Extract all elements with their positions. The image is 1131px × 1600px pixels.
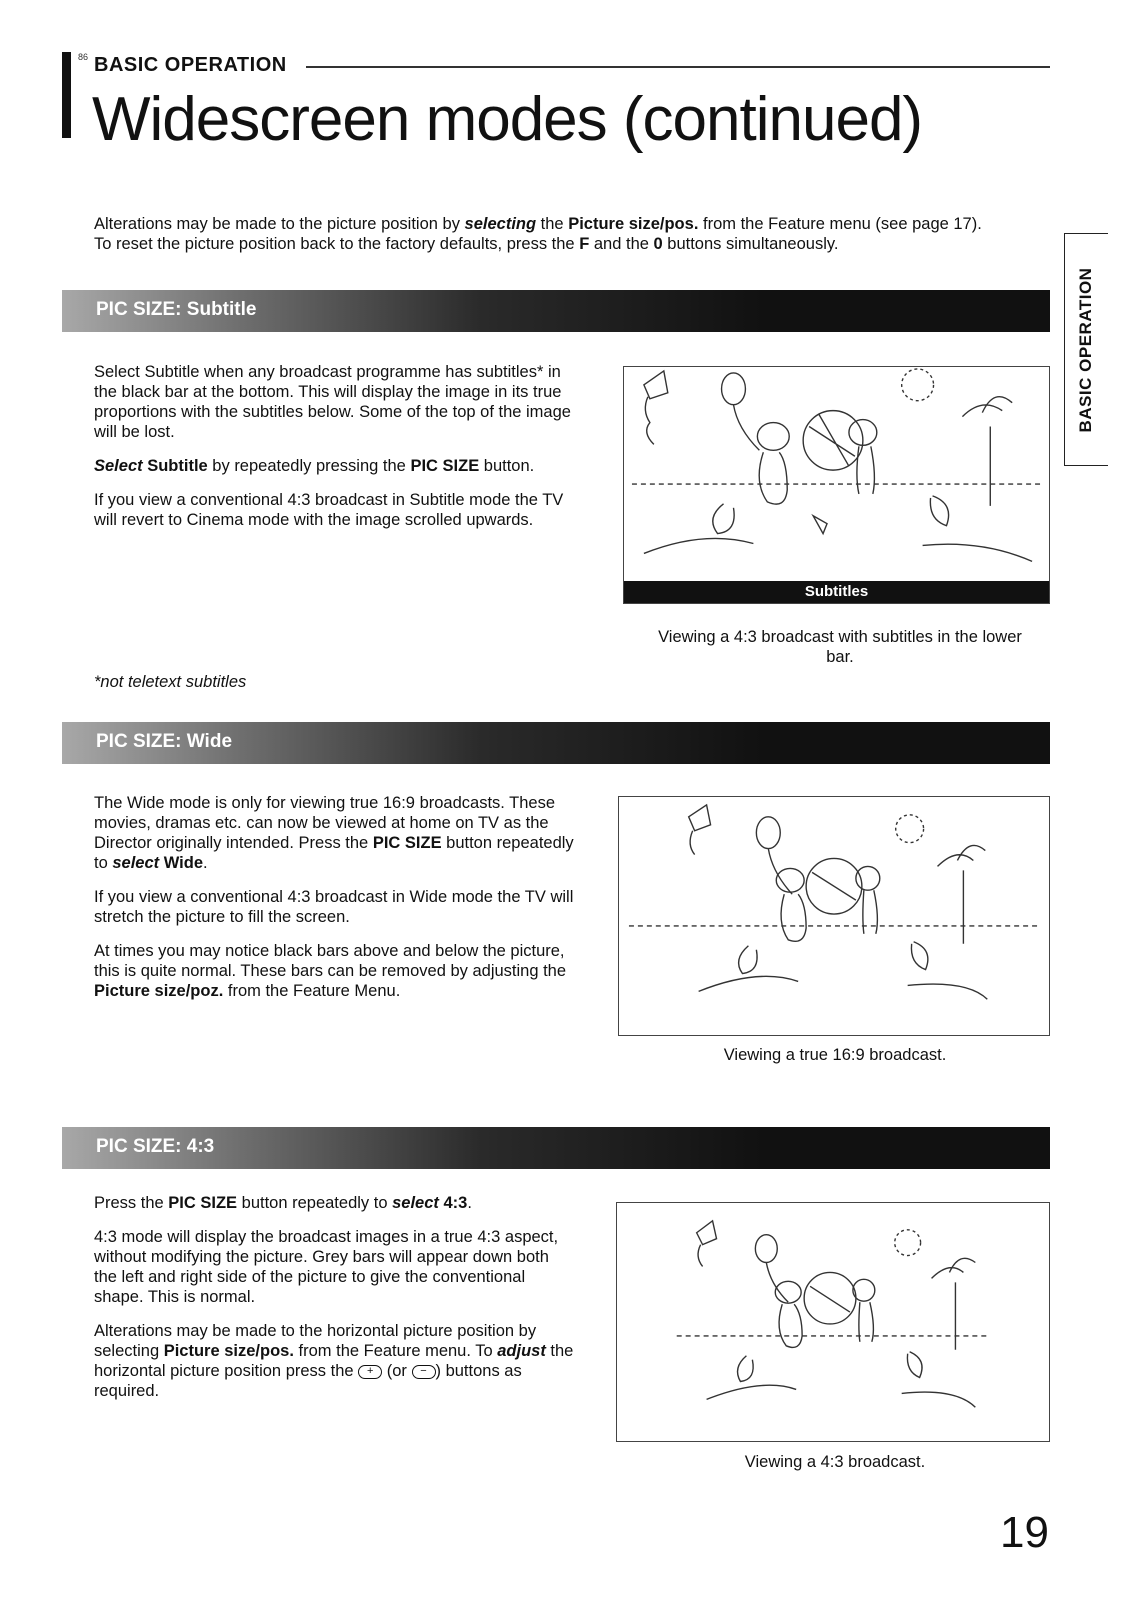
- wide-mode: Wide: [159, 854, 204, 872]
- subtitle-caption: Viewing a 4:3 broadcast with subtitles in the lower bar.: [658, 628, 1022, 666]
- subtitle-mode: Subtitle: [142, 457, 208, 475]
- band-subtitle: [62, 290, 1050, 332]
- intro-text-run: Alterations may be made to the picture position by: [94, 215, 465, 233]
- subtitle-paragraph-2: [94, 456, 574, 476]
- band-wide: [62, 722, 1050, 764]
- four-three-pic-size: PIC SIZE: [168, 1194, 238, 1212]
- beach-scene-icon: [624, 367, 1049, 603]
- intro-text-run: and the: [589, 235, 654, 253]
- wide-paragraph-1: [94, 793, 574, 873]
- section-label: BASIC OPERATION: [94, 54, 287, 76]
- four-three-mode: 4:3: [438, 1194, 468, 1212]
- intro-text-run: the: [536, 215, 569, 233]
- subtitle-text-run: by repeatedly pressing the: [207, 457, 411, 475]
- subtitle-emph: Select: [94, 457, 143, 475]
- subtitle-text-run: button.: [479, 457, 535, 475]
- intro-text-run: from the Feature menu (see page 17).: [698, 215, 982, 233]
- four-three-text-run: button repeatedly to: [237, 1194, 393, 1212]
- four-three-text-run: .: [467, 1194, 472, 1212]
- plus-key-icon: +: [358, 1365, 382, 1379]
- intro-emph: selecting: [464, 215, 537, 233]
- intro-text: [94, 214, 1044, 254]
- subtitle-bar: Subtitles: [624, 581, 1049, 603]
- wide-pic-size: PIC SIZE: [372, 834, 442, 852]
- footnote: *not teletext subtitles: [94, 673, 247, 691]
- header-page-ref: 86: [78, 52, 89, 62]
- four-three-emph: select: [392, 1194, 439, 1212]
- four-three-paragraph-2: 4:3 mode will display the broadcast images in a true 4:3 aspect, without modifying the picture. Grey bars will appear down both the left and right side of the picture to give the conventional shape. This is normal.: [94, 1228, 559, 1306]
- header-bar: [62, 52, 71, 138]
- four-three-text: [94, 1193, 574, 1415]
- four-three-text-run: Alterations may be made to the horizontal picture position by selecting: [94, 1322, 537, 1360]
- wide-menu-item: Picture size/poz.: [94, 982, 224, 1000]
- four-three-text-run: (or: [382, 1362, 412, 1380]
- page-number: 19: [1000, 1508, 1049, 1557]
- wide-text: [94, 793, 574, 1015]
- beach-scene-icon: [617, 1203, 1049, 1441]
- subtitle-paragraph-1: Select Subtitle when any broadcast programme has subtitles* in the black bar at the bottom. This will display the image in its true proportions with the subtitles below. Some of the top of the image will be lost.: [94, 363, 571, 441]
- band-four-three: [62, 1127, 1050, 1169]
- band-subtitle-label: PIC SIZE: Subtitle: [96, 299, 257, 320]
- intro-line-1: [94, 214, 1044, 234]
- wide-text-run: At times you may notice black bars above and below the picture, this is quite normal. These bars can be removed by adjusting the: [94, 942, 567, 980]
- wide-text-run: button repeatedly to: [94, 834, 574, 872]
- beach-scene-icon: [619, 797, 1049, 1035]
- subtitle-illustration: [623, 366, 1050, 604]
- header-rule: [306, 66, 1050, 68]
- intro-key-0: 0: [653, 235, 663, 253]
- four-three-illustration: [616, 1202, 1050, 1442]
- four-three-menu-item: Picture size/pos.: [163, 1342, 294, 1360]
- band-four-three-label: PIC SIZE: 4:3: [96, 1136, 215, 1157]
- four-three-text-run: Press the: [94, 1194, 169, 1212]
- wide-text-run: The Wide mode is only for viewing true 16:9 broadcasts. These movies, dramas etc. can now be viewed at home on TV as the Director originally intended. Press the: [94, 794, 556, 852]
- wide-paragraph-3: [94, 941, 574, 1001]
- wide-caption: Viewing a true 16:9 broadcast.: [723, 1046, 947, 1064]
- four-three-caption: Viewing a 4:3 broadcast.: [744, 1453, 926, 1471]
- four-three-adjust: adjust: [497, 1342, 546, 1360]
- wide-illustration: [618, 796, 1050, 1036]
- intro-menu-item: Picture size/pos.: [568, 215, 699, 233]
- intro-line-2: [94, 234, 1044, 254]
- four-three-text-run: from the Feature menu. To: [293, 1342, 498, 1360]
- band-wide-label: PIC SIZE: Wide: [96, 731, 233, 752]
- subtitle-paragraph-3: If you view a conventional 4:3 broadcast in Subtitle mode the TV will revert to Cinema mode with the image scrolled upwards.: [94, 491, 564, 529]
- subtitle-pic-size: PIC SIZE: [410, 457, 480, 475]
- four-three-text-run: ) buttons as required.: [94, 1362, 522, 1400]
- wide-paragraph-2: If you view a conventional 4:3 broadcast in Wide mode the TV will stretch the picture to fill the screen.: [94, 888, 574, 926]
- four-three-paragraph-3: [94, 1321, 574, 1401]
- four-three-paragraph-1: [94, 1193, 574, 1213]
- subtitle-text: [94, 362, 574, 544]
- wide-text-run: from the Feature Menu.: [223, 982, 401, 1000]
- intro-text-run: buttons simultaneously.: [662, 235, 839, 253]
- intro-text-run: To reset the picture position back to the factory defaults, press the: [94, 235, 580, 253]
- side-tab-label: BASIC OPERATION: [1076, 267, 1095, 433]
- wide-text-run: .: [203, 854, 208, 872]
- four-three-text-run: the horizontal picture position press the: [94, 1342, 574, 1380]
- page-title: Widescreen modes (continued): [92, 85, 923, 154]
- intro-key-f: F: [579, 235, 590, 253]
- wide-emph: select: [112, 854, 160, 872]
- minus-key-icon: −: [412, 1365, 436, 1379]
